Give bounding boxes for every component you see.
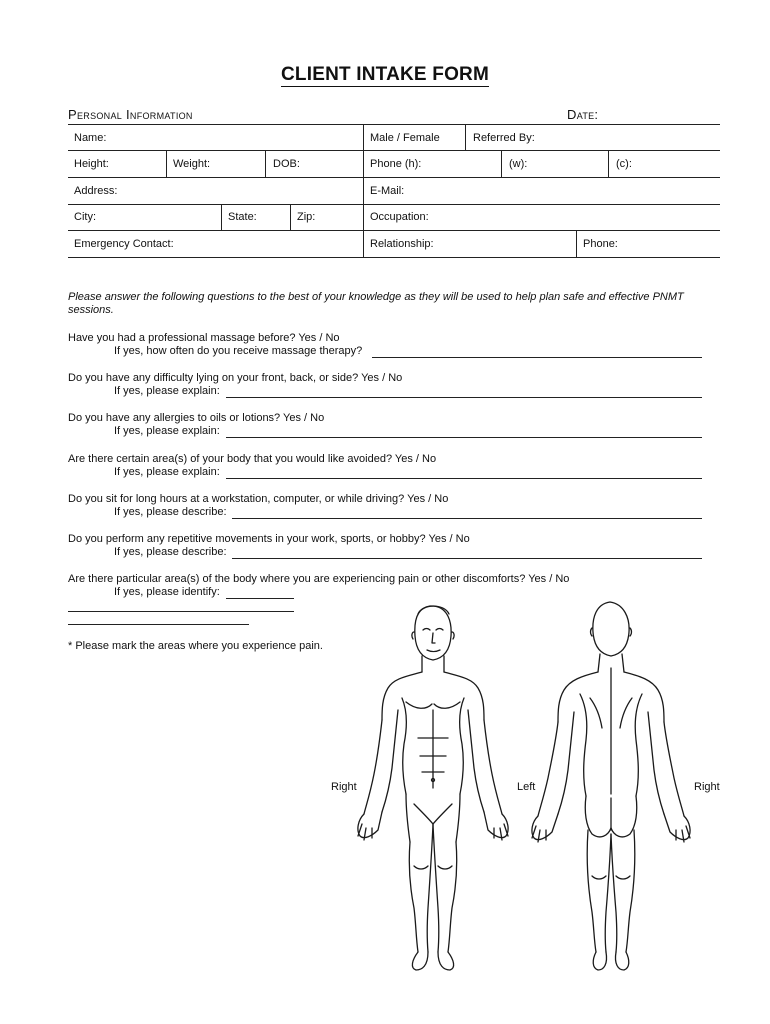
state-field[interactable]: State:: [228, 211, 257, 223]
occupation-field[interactable]: Occupation:: [370, 211, 429, 223]
emergency-phone-field[interactable]: Phone:: [583, 238, 618, 250]
question-2: Do you have any difficulty lying on your front, back, or side? Yes / No: [68, 372, 403, 384]
question-5-followup: If yes, please describe:: [114, 506, 227, 518]
phone-home-field[interactable]: Phone (h):: [370, 158, 422, 170]
pain-note: * Please mark the areas where you experience pain.: [68, 640, 323, 652]
question-7: Are there particular area(s) of the body where you are experiencing pain or other discomforts? Yes / No: [68, 573, 570, 585]
answer-line-7c[interactable]: [68, 624, 249, 625]
city-field[interactable]: City:: [74, 211, 96, 223]
emergency-contact-field[interactable]: Emergency Contact:: [74, 238, 174, 250]
answer-line-1[interactable]: [372, 357, 702, 358]
name-field[interactable]: Name:: [74, 132, 107, 144]
phone-work-field[interactable]: (w):: [509, 158, 528, 170]
question-1: Have you had a professional massage before? Yes / No: [68, 332, 340, 344]
question-4: Are there certain area(s) of your body that you would like avoided? Yes / No: [68, 453, 437, 465]
email-field[interactable]: E-Mail:: [370, 185, 405, 197]
answer-line-6[interactable]: [232, 558, 702, 559]
height-field[interactable]: Height:: [74, 158, 109, 170]
question-4-followup: If yes, please explain:: [114, 466, 220, 478]
answer-line-7b[interactable]: [68, 611, 294, 612]
answer-line-4[interactable]: [226, 478, 702, 479]
question-2-followup: If yes, please explain:: [114, 385, 220, 397]
sex-field[interactable]: Male / Female: [370, 132, 440, 144]
question-6-followup: If yes, please describe:: [114, 546, 227, 558]
address-field[interactable]: Address:: [74, 185, 118, 197]
question-3: Do you have any allergies to oils or lotions? Yes / No: [68, 412, 325, 424]
answer-line-5[interactable]: [232, 518, 702, 519]
front-body-diagram[interactable]: [352, 598, 532, 978]
back-body-diagram[interactable]: [520, 598, 710, 978]
question-5: Do you sit for long hours at a workstation, computer, or while driving? Yes / No: [68, 493, 449, 505]
back-right-label: Right: [694, 781, 720, 793]
section-heading-personal-information: Personal Information: [68, 107, 193, 122]
question-6: Do you perform any repetitive movements in your work, sports, or hobby? Yes / No: [68, 533, 470, 545]
date-label: Date:: [567, 107, 599, 122]
question-7-followup: If yes, please identify:: [114, 586, 220, 598]
relationship-field[interactable]: Relationship:: [370, 238, 434, 250]
phone-cell-field[interactable]: (c):: [616, 158, 632, 170]
referred-by-field[interactable]: Referred By:: [473, 132, 535, 144]
question-1-followup: If yes, how often do you receive massage therapy?: [114, 345, 363, 357]
zip-field[interactable]: Zip:: [297, 211, 316, 223]
weight-field[interactable]: Weight:: [173, 158, 211, 170]
back-left-label: Left: [517, 781, 536, 793]
front-right-label: Right: [331, 781, 357, 793]
answer-line-2[interactable]: [226, 397, 702, 398]
question-3-followup: If yes, please explain:: [114, 425, 220, 437]
answer-line-3[interactable]: [226, 437, 702, 438]
instructions-text: Please answer the following questions to the best of your knowledge as they will be used to help plan safe and effective PNMT sessions.: [68, 291, 684, 316]
answer-line-7[interactable]: [226, 598, 294, 599]
form-title: CLIENT INTAKE FORM: [280, 64, 489, 85]
dob-field[interactable]: DOB:: [273, 158, 300, 170]
